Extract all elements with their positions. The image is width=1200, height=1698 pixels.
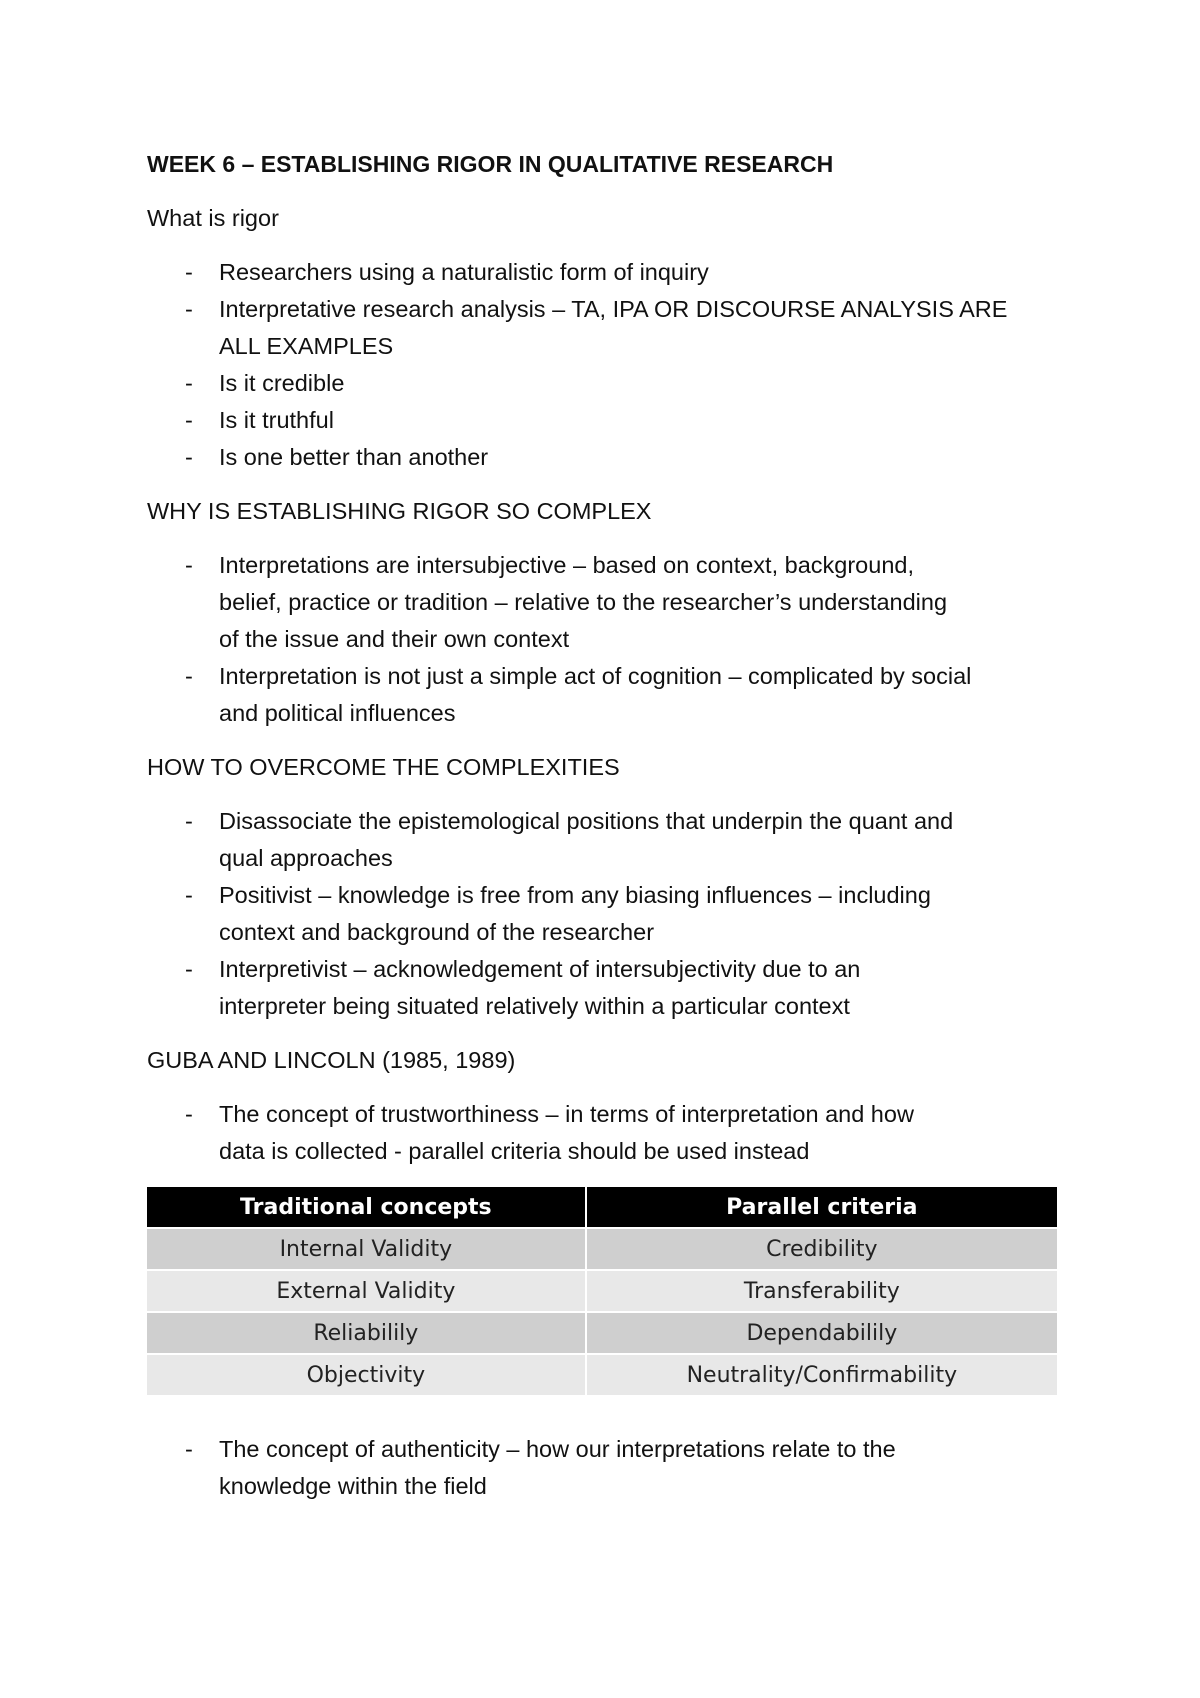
table-row (147, 1228, 1057, 1270)
bullet-marker: - (185, 552, 193, 578)
list-item-text: The concept of authenticity – how our interpretations relate to the knowledge within the field (219, 1436, 896, 1499)
section-what-is-rigor (147, 200, 1067, 476)
list-item (147, 402, 1067, 439)
table-row (147, 1312, 1057, 1354)
list-item (147, 877, 1067, 951)
list-item (147, 254, 1067, 291)
section-heading: What is rigor (147, 205, 279, 231)
table-cell: External Validity (147, 1270, 586, 1312)
list-item (147, 439, 1067, 476)
bullet-marker: - (185, 296, 193, 322)
table-header-row (147, 1187, 1057, 1228)
list-item-text: Is it truthful (219, 407, 334, 433)
table-cell: Neutrality/Confirmability (586, 1354, 1057, 1395)
list-item (147, 291, 1067, 365)
list-item-text: Is it credible (219, 370, 345, 396)
list-item (147, 547, 1067, 658)
section-overcome-complexities (147, 749, 1067, 1025)
list-item-text: Interpretivist – acknowledgement of intersubjectivity due to an interpreter being situated relatively within a particular context (219, 956, 861, 1019)
list-item (147, 951, 1067, 1025)
criteria-table (147, 1187, 1057, 1395)
list-item-text: Is one better than another (219, 444, 489, 470)
bullet-list (147, 547, 1067, 732)
bullet-marker: - (185, 956, 193, 982)
list-item (147, 1096, 1067, 1170)
list-item (147, 658, 1067, 732)
bullet-list (147, 1096, 1067, 1170)
bullet-marker: - (185, 1436, 193, 1462)
list-item-text: Researchers using a naturalistic form of inquiry (219, 259, 709, 285)
bullet-marker: - (185, 1101, 193, 1127)
document-page (147, 146, 1067, 1522)
list-item-text: The concept of trustworthiness – in terms of interpretation and how data is collected - parallel criteria should be used instead (219, 1101, 914, 1164)
table-cell: Internal Validity (147, 1228, 586, 1270)
list-item (147, 803, 1067, 877)
table-cell: Credibility (586, 1228, 1057, 1270)
section-heading: HOW TO OVERCOME THE COMPLEXITIES (147, 754, 620, 780)
bullet-marker: - (185, 259, 193, 285)
table-header-cell: Parallel criteria (586, 1187, 1057, 1228)
bullet-list (147, 254, 1067, 476)
table-header-cell: Traditional concepts (147, 1187, 586, 1228)
section-heading: GUBA AND LINCOLN (1985, 1989) (147, 1047, 516, 1073)
table-row (147, 1354, 1057, 1395)
list-item-text: Disassociate the epistemological positions that underpin the quant and qual approaches (219, 808, 954, 871)
list-item (147, 365, 1067, 402)
bullet-marker: - (185, 407, 193, 433)
bullet-marker: - (185, 370, 193, 396)
table-row (147, 1270, 1057, 1312)
table-cell: Dependabilily (586, 1312, 1057, 1354)
list-item-text: Positivist – knowledge is free from any biasing influences – including context and background of the researcher (219, 882, 931, 945)
list-item-text: Interpretations are intersubjective – based on context, background, belief, practice or tradition – relative to the researcher’s understanding of the issue and their own context (219, 552, 948, 652)
bullet-marker: - (185, 444, 193, 470)
section-why-complex (147, 493, 1067, 732)
bullet-marker: - (185, 663, 193, 689)
list-item-text: Interpretative research analysis – TA, IPA OR DISCOURSE ANALYSIS ARE ALL EXAMPLES (219, 296, 1008, 359)
table-cell: Reliabilily (147, 1312, 586, 1354)
section-guba-lincoln (147, 1042, 1067, 1170)
list-item-text: Interpretation is not just a simple act of cognition – complicated by social and political influences (219, 663, 972, 726)
list-item (147, 1431, 1067, 1505)
bullet-list (147, 803, 1067, 1025)
section-heading: WHY IS ESTABLISHING RIGOR SO COMPLEX (147, 498, 652, 524)
table-cell: Objectivity (147, 1354, 586, 1395)
bullet-marker: - (185, 808, 193, 834)
bullet-marker: - (185, 882, 193, 908)
table-cell: Transferability (586, 1270, 1057, 1312)
document-title: WEEK 6 – ESTABLISHING RIGOR IN QUALITATIVE RESEARCH (147, 151, 834, 177)
bullet-list-after-table (147, 1431, 1067, 1505)
